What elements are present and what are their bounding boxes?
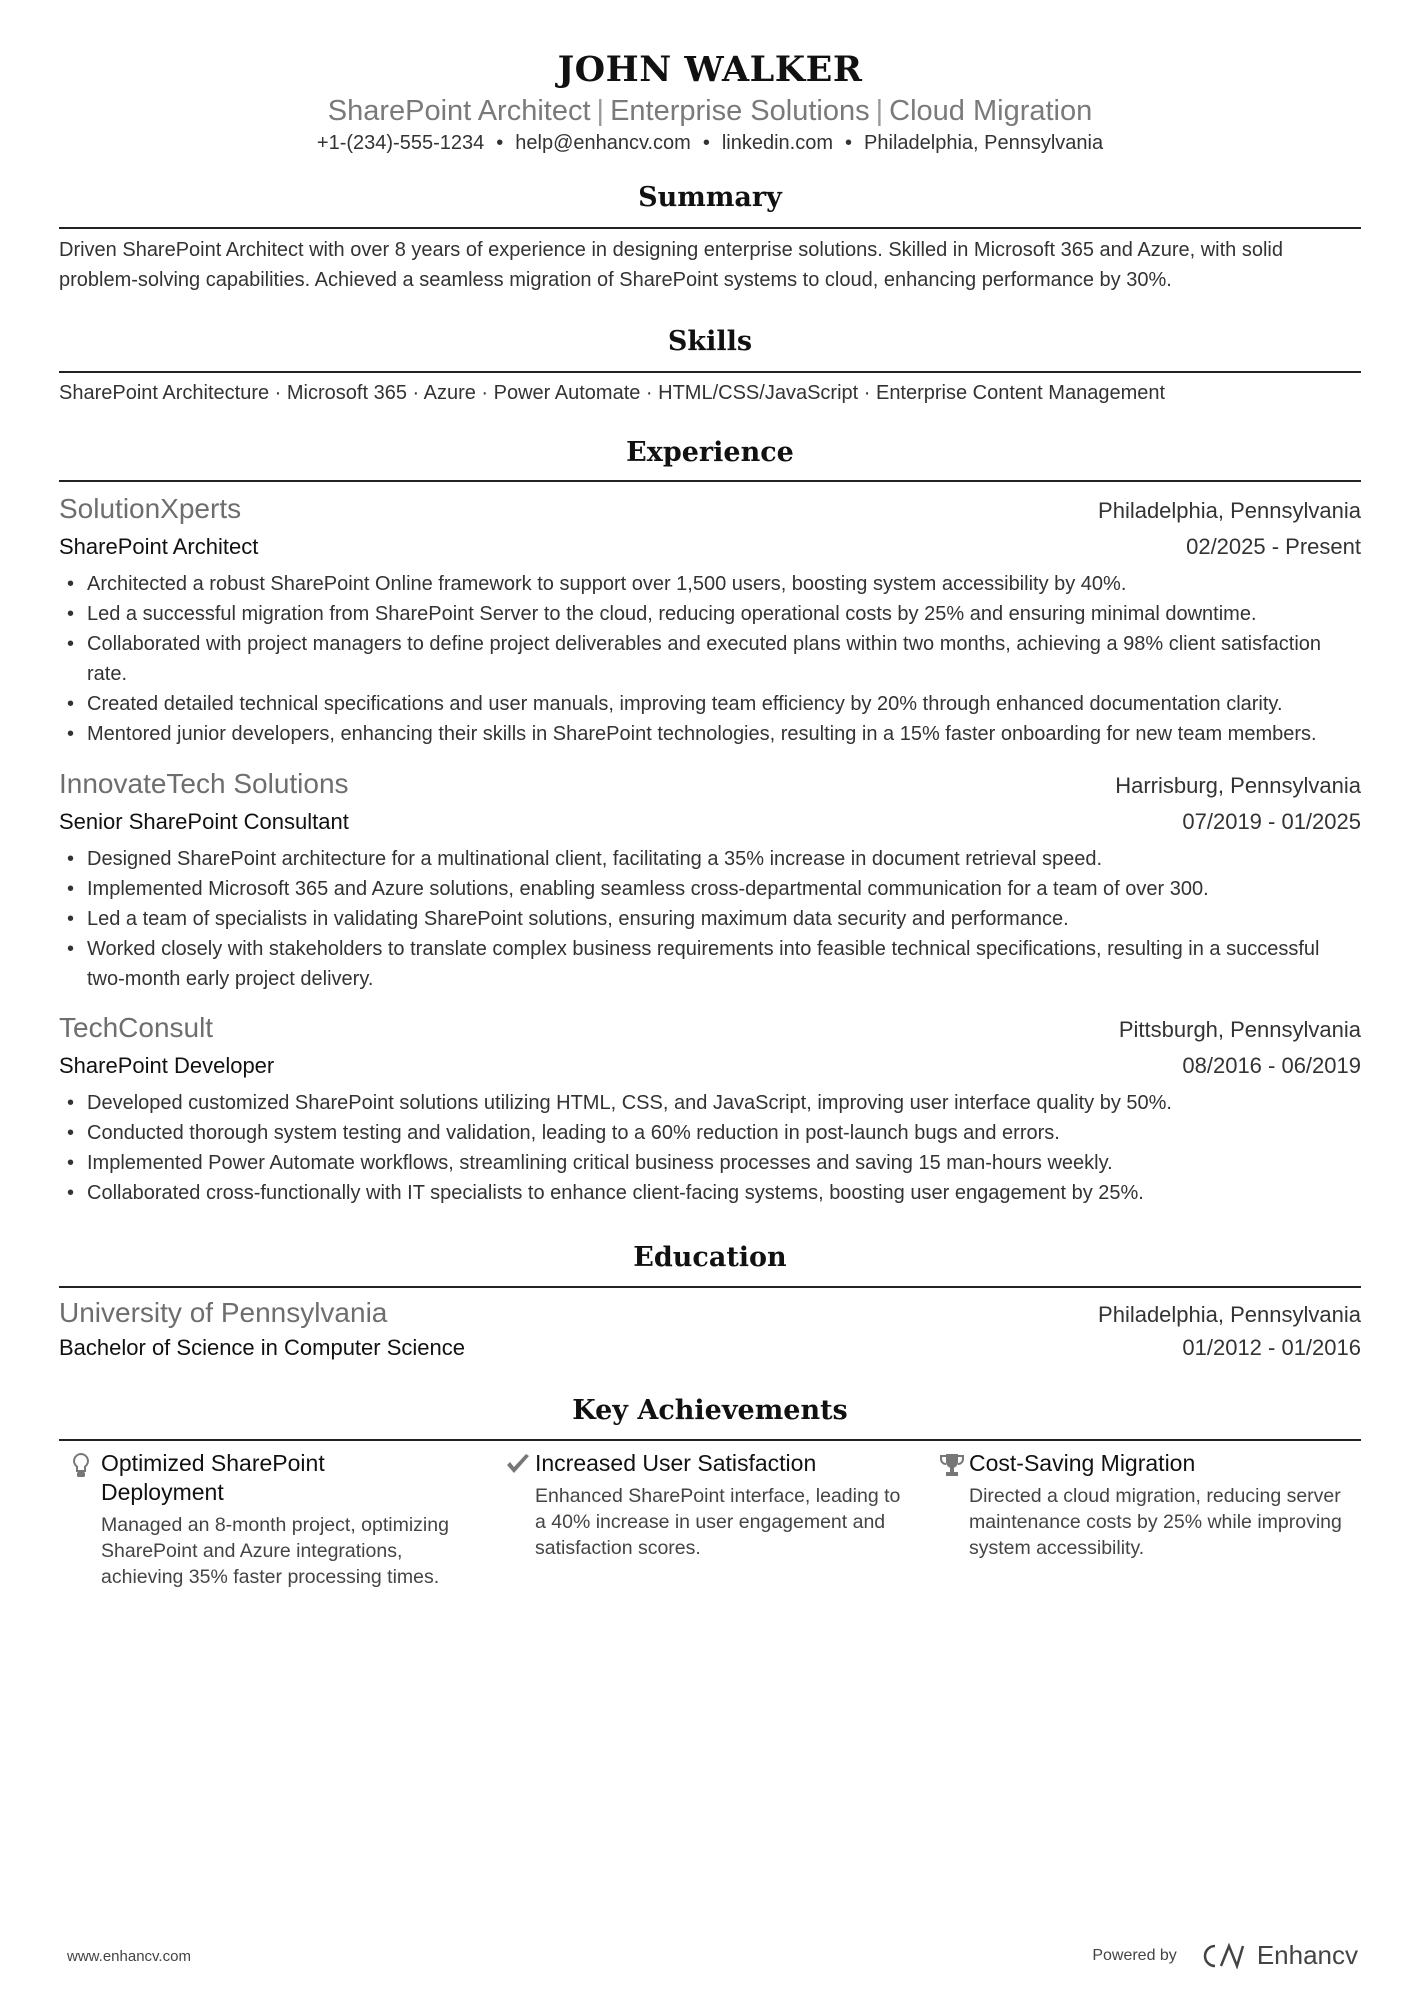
job-title: SharePoint Architect <box>59 534 259 559</box>
school-location: Philadelphia, Pennsylvania <box>1098 1302 1361 1327</box>
job-location: Pittsburgh, Pennsylvania <box>1118 1017 1361 1042</box>
candidate-name: JOHN WALKER <box>557 49 863 90</box>
job-dates: 02/2025 - Present <box>1186 534 1361 559</box>
phone: +1-(234)-555-1234 <box>316 132 485 154</box>
job-bullet: • Conducted thorough system testing and validation, leading to a 60% reduction in post-launch bugs and errors. <box>59 1118 1361 1148</box>
skills-heading: Skills <box>59 322 1361 373</box>
company-name: SolutionXperts <box>59 493 242 524</box>
job-bullet: • Implemented Power Automate workflows, streamlining critical business processes and saving 15 man-hours weekly. <box>59 1148 1361 1178</box>
achievements-list <box>59 1449 1361 1590</box>
achievement-title: Optimized SharePoint Deployment <box>101 1450 325 1505</box>
achievements-heading: Key Achievements <box>59 1391 1361 1441</box>
email-link[interactable]: help@enhancv.com <box>515 132 691 154</box>
headline <box>59 93 1361 129</box>
enhancv-logo[interactable] <box>1199 1940 1358 1971</box>
job-bullet: • Implemented Microsoft 365 and Azure solutions, enabling seamless cross-departmental communication for a team of over 300. <box>59 874 1361 904</box>
dot: • <box>845 132 853 154</box>
resume-page <box>59 47 1361 1590</box>
achievement-title: Cost-Saving Migration <box>969 1450 1196 1476</box>
job-bullet: • Architected a robust SharePoint Online framework to support over 1,500 users, boosting system accessibility by 40%. <box>59 569 1361 599</box>
job-dates: 08/2016 - 06/2019 <box>1182 1053 1361 1078</box>
job-entry <box>59 1011 1361 1208</box>
achievement-desc: Managed an 8-month project, optimizing SharePoint and Azure integrations, achieving 35% faster processing times. <box>101 1514 449 1588</box>
headline-title: SharePoint Architect <box>327 95 591 127</box>
job-bullets <box>59 844 1361 994</box>
school-name: University of Pennsylvania <box>59 1297 388 1328</box>
footer-website[interactable]: www.enhancv.com <box>67 1948 191 1965</box>
job-bullet: • Worked closely with stakeholders to translate complex business requirements into feasible technical specifications, resulting in a successful two-month early project delivery. <box>59 934 1361 994</box>
dot: • <box>496 132 504 154</box>
skills-list: SharePoint Architecture · Microsoft 365 · Azure · Power Automate · HTML/CSS/JavaScript · Enterprise Content Management <box>59 382 1166 404</box>
job-bullet: • Led a successful migration from SharePoint Server to the cloud, reducing operational costs by 25% and ensuring minimal downtime. <box>59 599 1361 629</box>
job-dates: 07/2019 - 01/2025 <box>1182 809 1361 834</box>
linkedin-link[interactable]: linkedin.com <box>721 132 834 154</box>
summary-text: Driven SharePoint Architect with over 8 years of experience in designing enterprise solutions. Skilled in Microsoft 365 and Azure, with solid problem-solving capabilities. Achieved a seamless migration of SharePoint systems to cloud, enhancing performance by 30%. <box>59 239 1283 291</box>
trophy-icon <box>927 1449 969 1590</box>
job-location: Harrisburg, Pennsylvania <box>1115 773 1361 798</box>
degree: Bachelor of Science in Computer Science <box>59 1335 465 1360</box>
job-bullet: • Designed SharePoint architecture for a multinational client, facilitating a 35% increase in document retrieval speed. <box>59 844 1361 874</box>
headline-title: Enterprise Solutions <box>610 95 870 127</box>
job-entry <box>59 767 1361 994</box>
company-name: TechConsult <box>59 1012 214 1043</box>
separator: | <box>596 95 605 127</box>
brand-name: Enhancv <box>1256 1940 1358 1970</box>
lightbulb-icon <box>59 1449 101 1590</box>
headline-title: Cloud Migration <box>889 95 1093 127</box>
job-bullet: • Collaborated with project managers to define project deliverables and executed plans within two months, achieving a 98% client satisfaction rate. <box>59 629 1361 689</box>
company-name: InnovateTech Solutions <box>59 768 349 799</box>
achievement-item <box>927 1449 1361 1590</box>
enhancv-logo-icon <box>1199 1943 1245 1969</box>
checkmark-icon <box>493 1449 535 1590</box>
job-entry <box>59 492 1361 749</box>
footer-branding <box>1092 1940 1358 1971</box>
education-heading: Education <box>59 1238 1361 1288</box>
job-bullet: • Mentored junior developers, enhancing their skills in SharePoint technologies, resulting in a 15% faster onboarding for new team members. <box>59 719 1361 749</box>
contact-info <box>59 129 1361 157</box>
education-entry <box>59 1296 1361 1363</box>
job-bullet: • Created detailed technical specifications and user manuals, improving team efficiency by 20% through enhanced documentation clarity. <box>59 689 1361 719</box>
dot: • <box>702 132 710 154</box>
job-bullet: • Led a team of specialists in validating SharePoint solutions, ensuring maximum data security and performance. <box>59 904 1361 934</box>
job-location: Philadelphia, Pennsylvania <box>1098 498 1361 523</box>
achievement-item <box>59 1449 493 1590</box>
job-bullet: • Collaborated cross-functionally with IT specialists to enhance client-facing systems, boosting user engagement by 25%. <box>59 1178 1361 1208</box>
location: Philadelphia, Pennsylvania <box>864 132 1104 154</box>
achievement-desc: Directed a cloud migration, reducing server maintenance costs by 25% while improving system accessibility. <box>969 1485 1342 1559</box>
job-title: SharePoint Developer <box>59 1053 275 1078</box>
education-dates: 01/2012 - 01/2016 <box>1182 1335 1361 1360</box>
achievement-item <box>493 1449 927 1590</box>
achievement-title: Increased User Satisfaction <box>535 1450 817 1476</box>
job-bullets <box>59 1088 1361 1208</box>
achievement-desc: Enhanced SharePoint interface, leading to a 40% increase in user engagement and satisfaction scores. <box>535 1485 901 1559</box>
job-bullets <box>59 569 1361 749</box>
job-title: Senior SharePoint Consultant <box>59 809 349 834</box>
experience-heading: Experience <box>59 433 1361 482</box>
powered-by-label: Powered by <box>1092 1946 1177 1964</box>
separator: | <box>875 95 884 127</box>
summary-heading: Summary <box>59 178 1361 229</box>
job-bullet: • Developed customized SharePoint solutions utilizing HTML, CSS, and JavaScript, improving user interface quality by 50%. <box>59 1088 1361 1118</box>
experience-list <box>59 492 1361 1208</box>
